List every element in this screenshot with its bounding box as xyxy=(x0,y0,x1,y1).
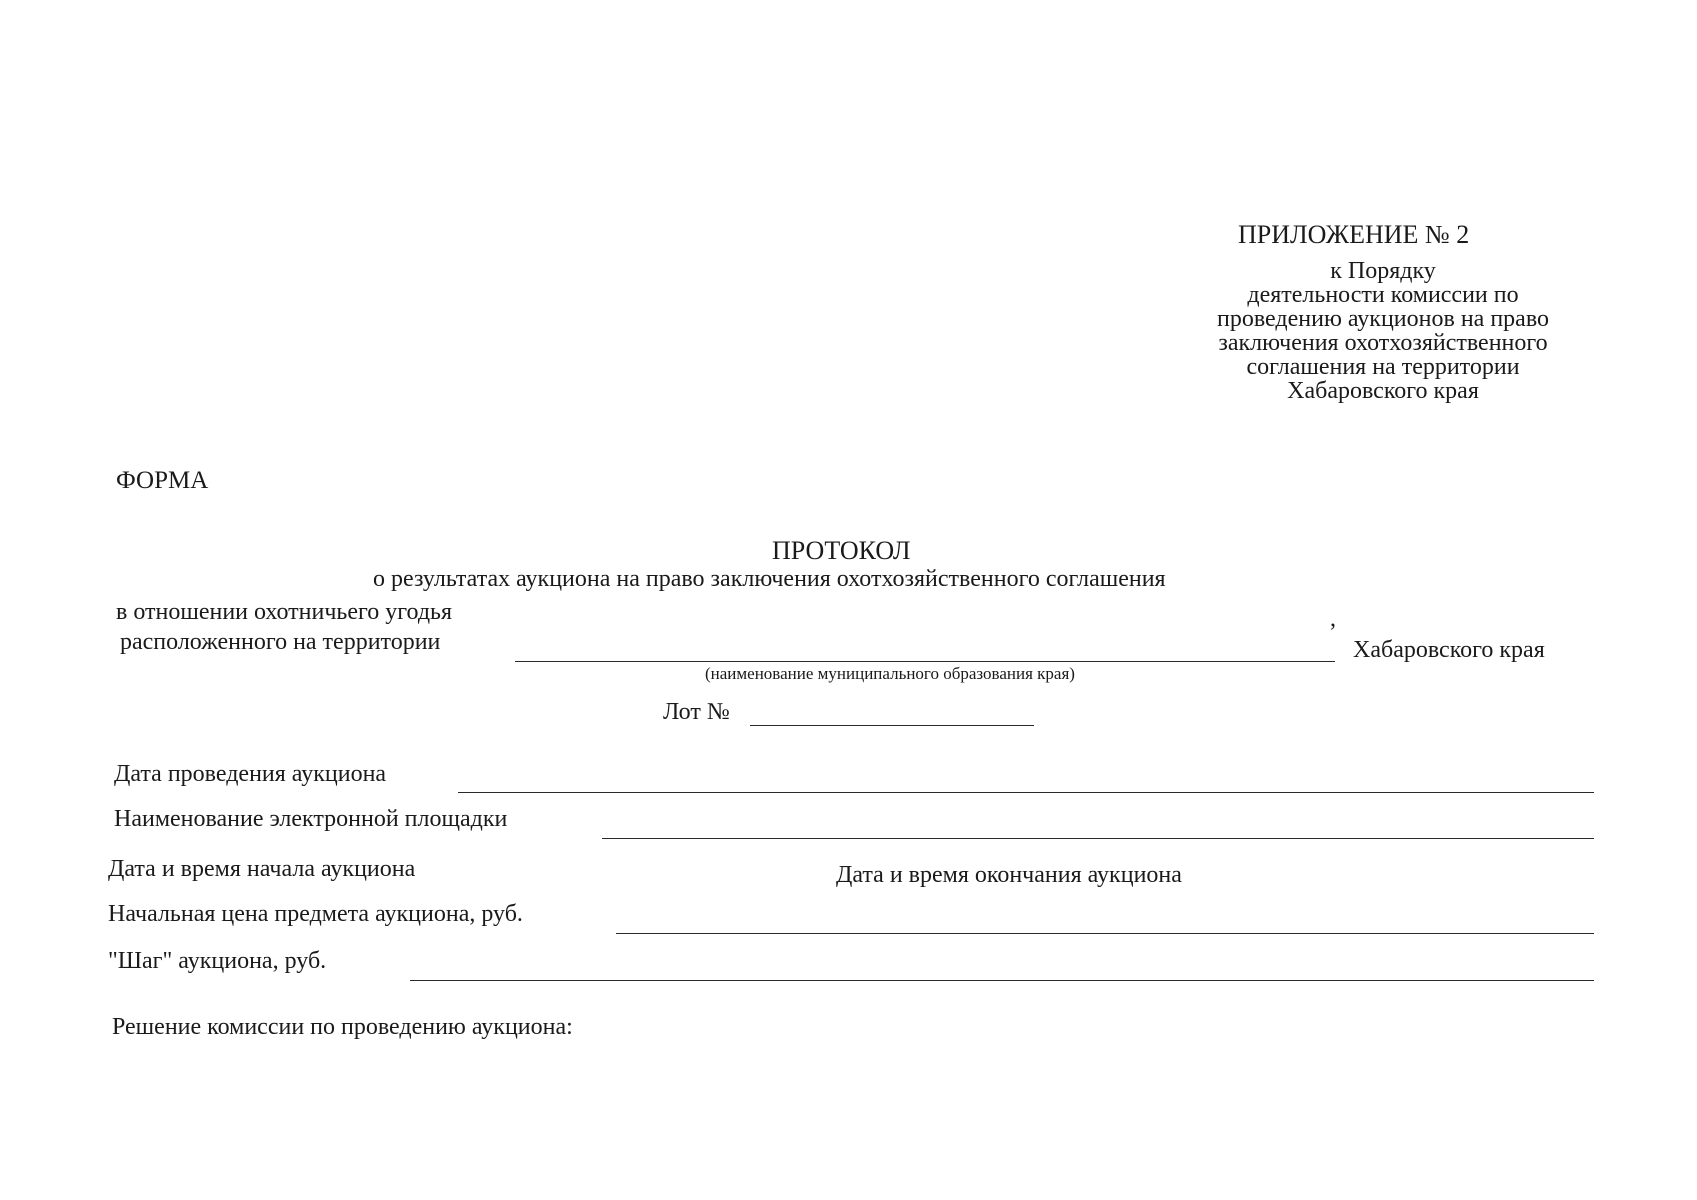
municipality-field[interactable] xyxy=(515,661,1335,662)
appendix-line: деятельности комиссии по xyxy=(1247,282,1519,308)
location-region: Хабаровского края xyxy=(1353,637,1545,663)
appendix-line: проведению аукционов на право xyxy=(1217,306,1549,332)
protocol-title: ПРОТОКОЛ xyxy=(772,536,911,565)
municipality-caption: (наименование муниципального образования края) xyxy=(705,664,1075,683)
form-label: ФОРМА xyxy=(116,467,209,494)
appendix-line: к Порядку xyxy=(1330,258,1436,284)
lot-number-field[interactable] xyxy=(750,725,1034,726)
platform-name-label: Наименование электронной площадки xyxy=(114,806,508,832)
commission-decision-label: Решение комиссии по проведению аукциона: xyxy=(112,1014,573,1040)
platform-name-field[interactable] xyxy=(602,838,1594,839)
appendix-line: заключения охотхозяйственного xyxy=(1218,330,1548,356)
location-line-1: в отношении охотничьего угодья xyxy=(116,599,453,625)
start-datetime-label: Дата и время начала аукциона xyxy=(108,856,416,882)
end-datetime-label: Дата и время окончания аукциона xyxy=(836,862,1182,888)
appendix-title: ПРИЛОЖЕНИЕ № 2 xyxy=(1238,220,1470,249)
auction-step-field[interactable] xyxy=(410,980,1594,981)
appendix-line: Хабаровского края xyxy=(1287,378,1479,404)
auction-date-field[interactable] xyxy=(458,792,1594,793)
location-line-2: расположенного на территории xyxy=(120,629,441,655)
appendix-subtitle xyxy=(1160,259,1606,403)
protocol-subtitle: о результатах аукциона на право заключения охотхозяйственного соглашения xyxy=(373,566,1166,592)
auction-step-label: "Шаг" аукциона, руб. xyxy=(108,948,327,974)
location-comma: , xyxy=(1330,606,1336,632)
start-price-field[interactable] xyxy=(616,933,1594,934)
auction-date-label: Дата проведения аукциона xyxy=(114,761,387,787)
start-price-label: Начальная цена предмета аукциона, руб. xyxy=(108,901,523,927)
appendix-line: соглашения на территории xyxy=(1246,354,1520,380)
lot-label: Лот № xyxy=(663,699,730,725)
